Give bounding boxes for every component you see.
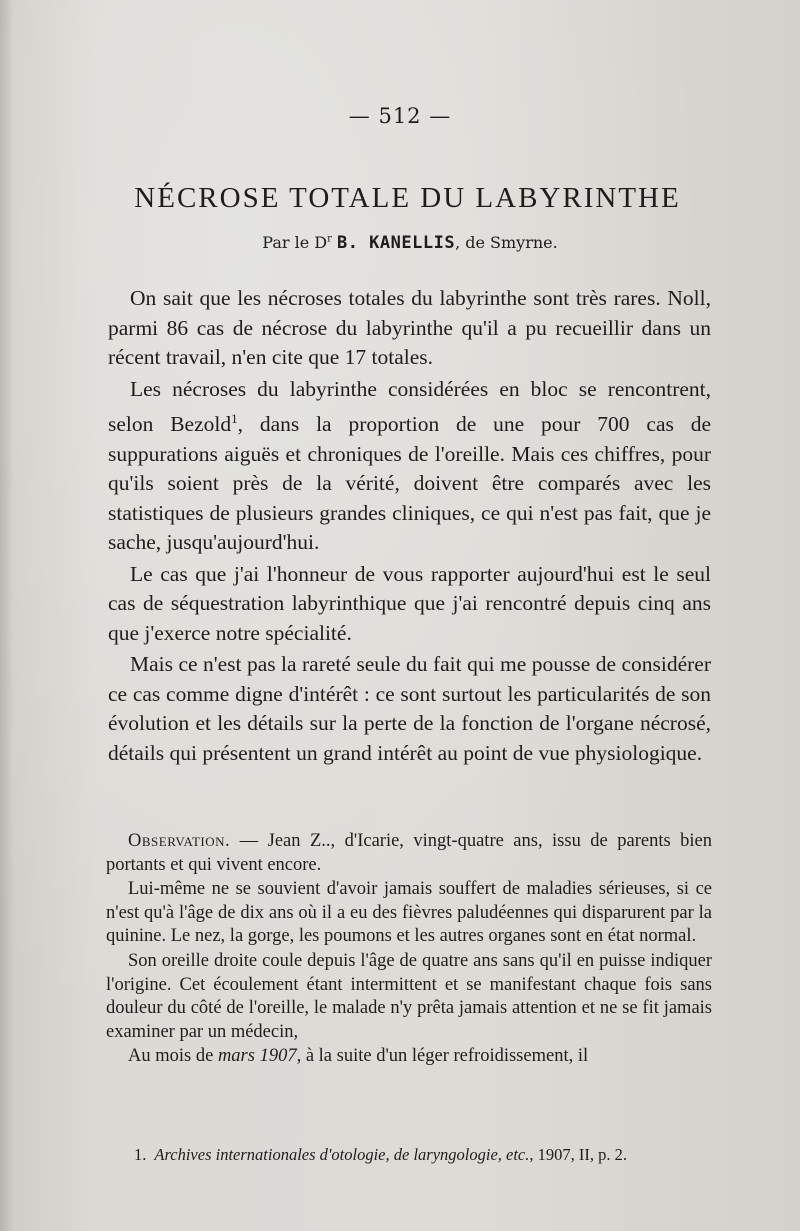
article-title: NÉCROSE TOTALE DU LABYRINTHE (134, 182, 681, 214)
paragraph-text: , dans la proportion de une pour 700 cas de suppurations aiguës et chroniques de l'oreille. Mais ces chiffres, pour qu'ils soient près de la vérité, doivent être comparés avec les statistiques de plusieurs grandes cliniques, ce qui n'est pas fait, que je sache, jusqu'aujourd'hui. (108, 412, 711, 555)
byline-suffix: , de Smyrne. (455, 233, 558, 252)
paragraph: Son oreille droite coule depuis l'âge de quatre ans sans qu'il en puisse indiquer l'origine. Cet écoulement étant intermittent et se manifestant chaque fois sans douleur du côté de l'oreille, le malade n'y prêta jamais attention et ne se fit jamais examiner par un médecin, (106, 950, 712, 1042)
paragraph: Lui-même ne se souvient d'avoir jamais souffert de maladies sérieuses, si ce n'est qu'à l'âge de dix ans où il a eu des fièvres paludéennes qui disparurent par la quinine. Le nez, la gorge, les poumons et les autres organes sont en état normal. (106, 879, 712, 947)
paragraph-text: Les nécroses du labyrinthe considérées en bloc se rencontrent, selon Bezold (108, 376, 711, 437)
footnote-number: 1. (134, 1145, 147, 1164)
paragraph: Le cas que j'ai l'honneur de vous rapporter aujourd'hui est le seul cas de séquestration labyrinthique que j'ai rencontré depuis cinq ans que j'exerce notre spécialité. (108, 561, 711, 645)
paragraph: Mais ce n'est pas la rareté seule du fait qui me pousse de considérer ce cas comme digne d'intérêt : ce sont surtout les particularités de son évolution et les détails sur la perte de la fonction de l'organe nécrosé, détails qui présentent un grand intérêt au point de vue physiologique. (108, 652, 711, 765)
italic-date: mars 1907, (217, 1046, 302, 1067)
observation-paragraph (106, 830, 712, 877)
observation-label: Observation. (128, 831, 231, 851)
author-name: B. KANELLIS (336, 233, 456, 253)
byline-prefix: Par le D (262, 233, 328, 252)
footnote-details: , 1907, II, p. 2. (529, 1145, 628, 1164)
observation-text: — Jean Z.., d'Icarie, vingt-quatre ans, issu de parents bien portants et qui vivent encore. (106, 831, 712, 875)
paragraph-text: à la suite d'un léger refroidissement, il (301, 1046, 589, 1067)
observation-section (106, 830, 712, 1069)
footnote-reference: 1 (231, 411, 238, 426)
main-body (108, 284, 711, 768)
author-byline (0, 233, 800, 253)
paragraph-text: Au mois de (128, 1046, 218, 1067)
footnote (134, 1144, 734, 1166)
paragraph (106, 1045, 712, 1069)
paragraph (108, 375, 711, 558)
page-number: — 512 — (348, 104, 452, 128)
paragraph: On sait que les nécroses totales du labyrinthe sont très rares. Noll, parmi 86 cas de nécrose du labyrinthe qu'il a pu recueillir dans un récent travail, n'en cite que 17 totales. (108, 286, 711, 369)
footnote-source: Archives internationales d'otologie, de laryngologie, etc. (154, 1145, 530, 1164)
byline-prefix-sup: r (327, 233, 332, 245)
